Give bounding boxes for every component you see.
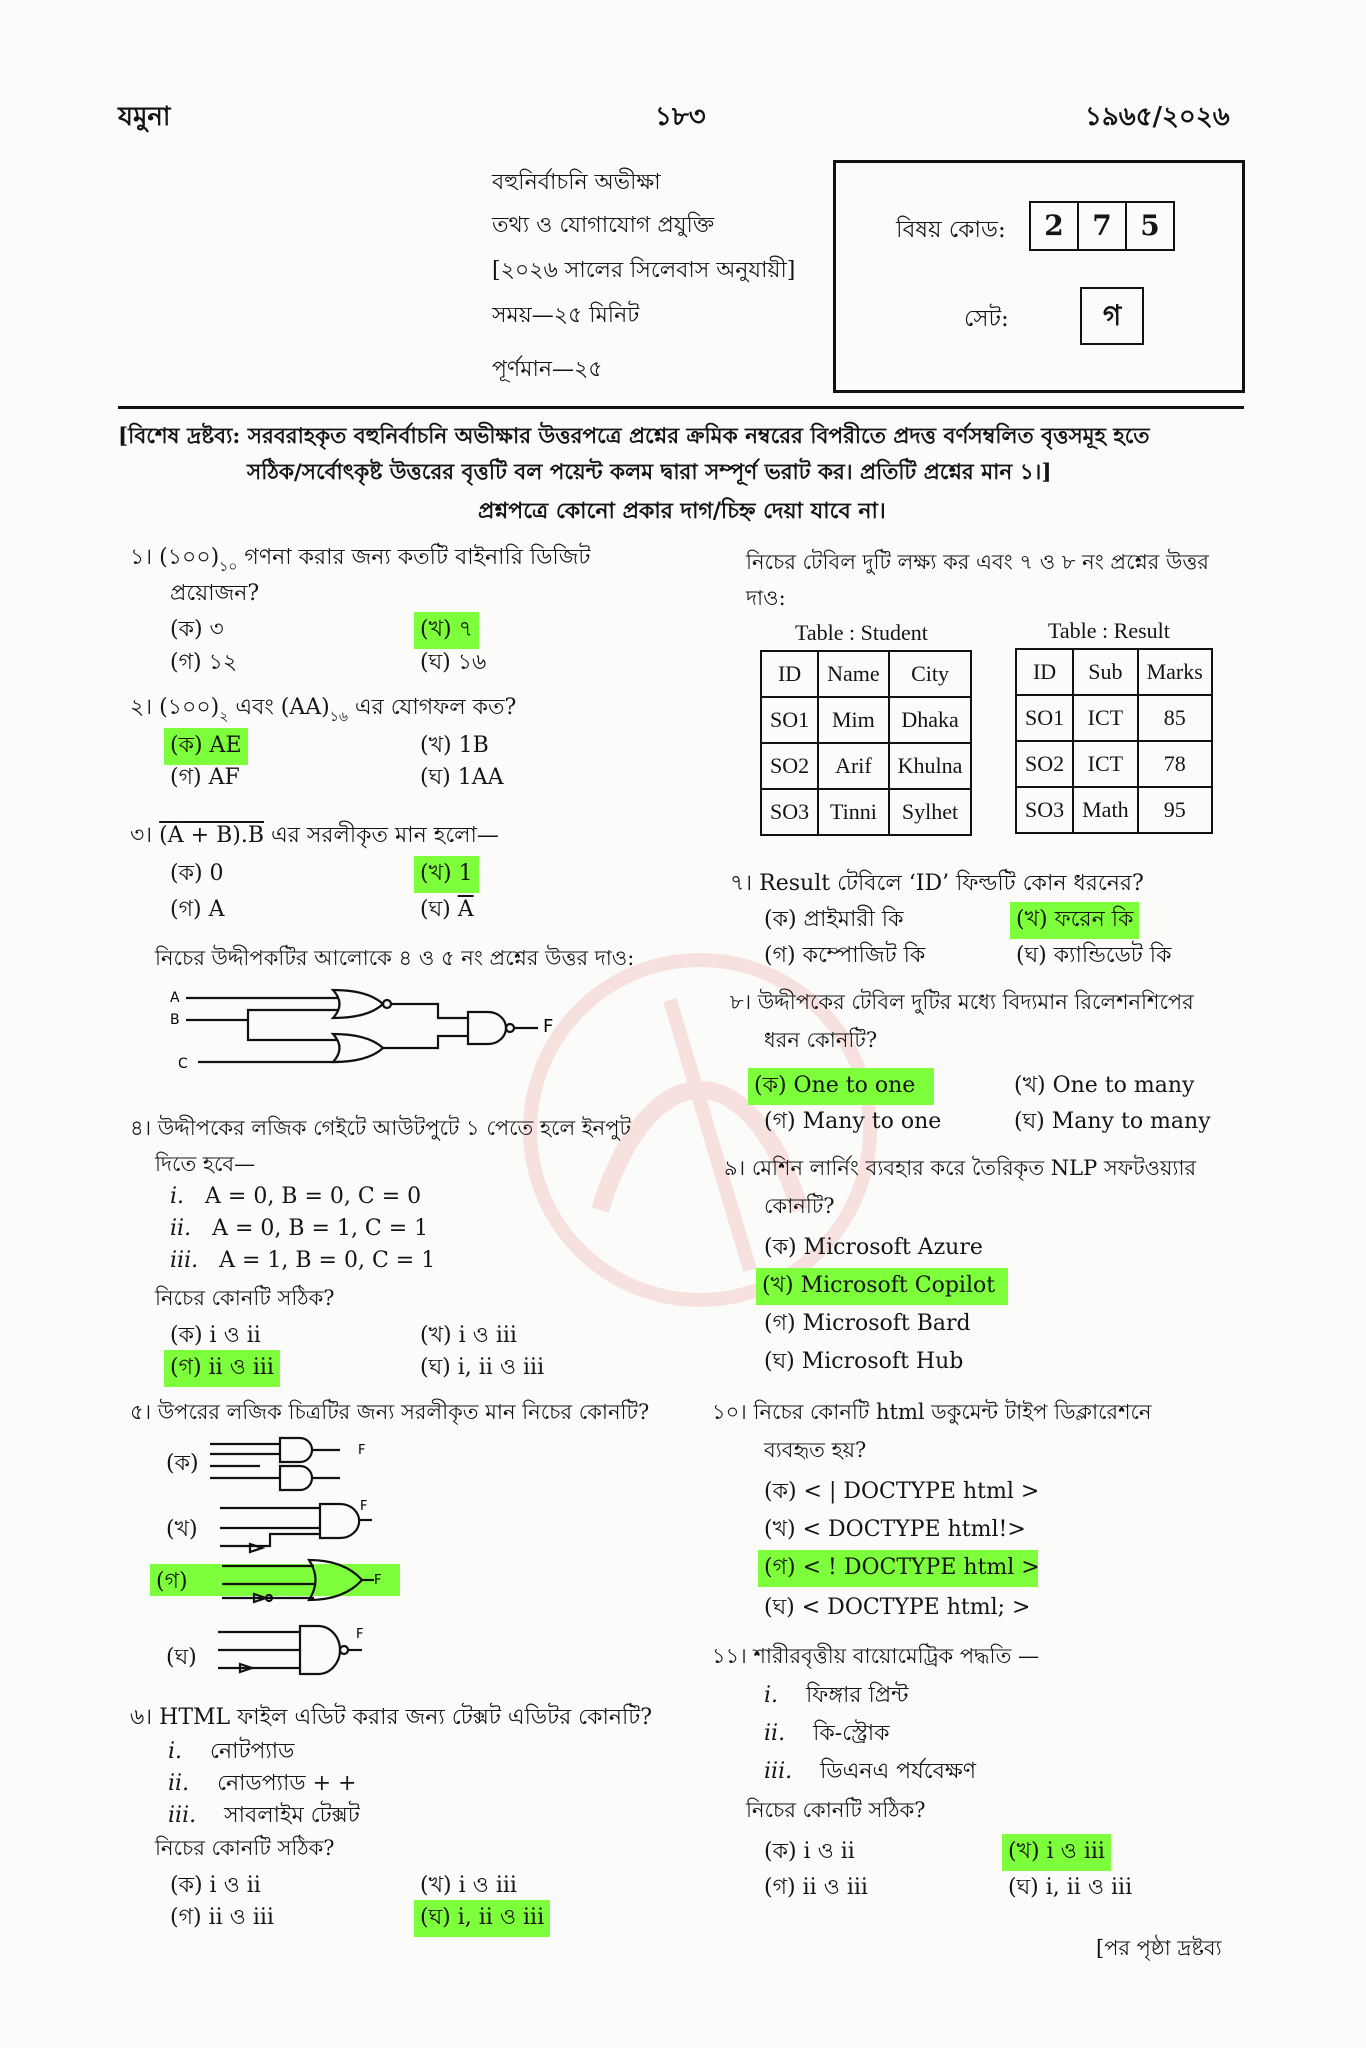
subject-code-box [833,160,1245,393]
circuit-label-b: B [170,1012,180,1028]
table-cell: Dhaka [889,697,972,743]
code-digit: 2 [1029,201,1079,251]
q11-item-1-num: i. [764,1683,779,1708]
q11-item-1 [764,1678,908,1715]
table-cell: Khulna [889,743,972,789]
notice-line-3: প্রশ্নপত্রে কোনো প্রকার দাগ/চিহ্ন দেয়া যাবে না। [478,498,886,524]
q4-stem [130,1112,631,1147]
q4-number: ৪। [130,1116,152,1140]
q2-text-c: এর যোগফল কত? [347,695,517,720]
q4-option-a[interactable]: (ক) i ও ii [170,1323,261,1348]
q1-stem [130,540,590,577]
q10-number: ১০। [712,1400,747,1424]
q11-text: শারীরবৃত্তীয় বায়োমেট্রিক পদ্ধতি — [753,1644,1039,1668]
q6-option-c[interactable]: (গ) ii ও iii [170,1905,274,1930]
table-row [1016,695,1212,741]
q6-item-3-text: সাবলাইম টেক্সট [224,1803,360,1828]
q6-number: ৬। [130,1705,153,1730]
q3-number: ৩। [130,823,153,848]
q2-text: (১০০) [159,695,220,720]
q3-expr-a-bar: A [167,823,184,848]
q8-option-a[interactable]: (ক) One to one [748,1068,934,1105]
code-digit: 7 [1077,201,1127,251]
q5-c-output-label: F [374,1573,382,1588]
q7-option-c[interactable]: (গ) কম্পোজিট কি [764,943,926,968]
q4-stem-cont: দিতে হবে— [155,1152,256,1176]
exam-time: সময়—২৫ মিনিট [492,303,640,328]
stem-7-8-line1: নিচের টেবিল দুটি লক্ষ্য কর এবং ৭ ও ৮ নং প্রশ্নের উত্তর [746,550,1209,574]
q5-option-b[interactable]: (খ) [166,1517,198,1542]
q5-b-output-label: F [360,1499,368,1514]
q3-text: এর সরলীকৃত মান হলো— [264,823,499,848]
q1-number: ১। [130,545,153,570]
result-table-caption: Table : Result [1048,618,1170,643]
q5-option-d[interactable]: (ঘ) [166,1645,197,1670]
table-cell: Math [1073,787,1137,833]
q5-option-c-label: (গ) [156,1569,188,1594]
q6-option-b[interactable]: (খ) i ও iii [420,1873,517,1898]
table-cell: ICT [1073,741,1137,787]
q9-stem-cont: কোনটি? [764,1194,835,1218]
q11-item-3-num: iii. [764,1759,793,1784]
q3-option-c[interactable]: (গ) A [170,897,225,922]
q4-ask: নিচের কোনটি সঠিক? [155,1286,335,1310]
q4-item-3 [170,1248,435,1273]
q4-item-2-text: A = 0, B = 1, C = 1 [212,1216,429,1241]
q10-option-b[interactable]: (খ) < DOCTYPE html!> [764,1517,1026,1542]
circuit-label-f: F [543,1016,554,1037]
q1-option-d[interactable]: (ঘ) ১৬ [420,650,487,675]
q1-text: (১০০) [159,545,220,570]
q2-option-d[interactable]: (ঘ) 1AA [420,765,504,790]
syllabus-note: [২০২৬ সালের সিলেবাস অনুযায়ী] [492,258,796,283]
q11-ask: নিচের কোনটি সঠিক? [746,1798,926,1822]
q2-subscript-a: ২ [219,709,229,725]
table-row [1016,787,1212,833]
table-cell: Mim [818,697,889,743]
q1-subscript: ১০ [219,559,238,575]
table-cell: Sylhet [889,789,972,835]
circuit-label-c: C [178,1056,188,1072]
q6-stem [130,1700,652,1737]
q9-option-c[interactable]: (গ) Microsoft Bard [764,1311,971,1336]
q5-option-c-circuit [214,1554,384,1610]
q5-option-b-circuit [210,1496,380,1556]
q7-text: Result টেবিলে ‘ID’ ফিল্ডটি কোন ধরনের? [759,871,1144,896]
q9-text: মেশিন লার্নিং ব্যবহার করে তৈরিকৃত NLP সফটওয়্যার [751,1156,1197,1180]
q9-option-d[interactable]: (ঘ) Microsoft Hub [764,1349,964,1374]
page-number: ১৮৩ [655,102,706,132]
table-cell: 78 [1138,741,1212,787]
set-value-box [1082,287,1144,345]
result-header-marks: Marks [1138,649,1212,695]
q9-stem [724,1152,1196,1187]
circuit-wires [186,990,538,1062]
q7-number: ৭। [730,871,753,896]
q4-item-1 [170,1184,421,1209]
student-header-id: ID [761,651,818,697]
q3-option-d[interactable] [420,892,474,929]
q10-text: নিচের কোনটি html ডকুমেন্ট টাইপ ডিক্লারেশনে [753,1400,1152,1424]
q3-option-b[interactable]: (খ) 1 [414,856,479,893]
q8-option-b[interactable]: (খ) One to many [1014,1073,1195,1098]
q7-option-b[interactable]: (খ) ফরেন কি [1010,902,1139,939]
result-header-sub: Sub [1073,649,1137,695]
q7-option-d[interactable]: (ঘ) ক্যান্ডিডেট কি [1016,943,1172,968]
header-divider [118,406,1244,409]
table-cell: SO3 [1016,787,1073,833]
table-cell: Arif [818,743,889,789]
q7-stem [730,866,1144,903]
q3-expression [159,823,264,848]
q3-expr-rest: + B).B [183,823,264,848]
q6-item-2-num: ii. [168,1771,190,1796]
table-row [761,789,971,835]
subject-code-label: বিষয় কোড: [896,217,1006,243]
set-value: গ [1080,287,1144,345]
table-cell: 95 [1138,787,1212,833]
q2-stem [130,690,516,727]
q6-item-3 [168,1798,360,1835]
q8-text: উদ্দীপকের টেবিল দুটির মধ্যে বিদ্যমান রিলেশনশিপের [757,990,1194,1014]
q11-option-b[interactable]: (খ) i ও iii [1002,1834,1111,1871]
q4-option-b[interactable]: (খ) i ও iii [420,1323,517,1348]
q11-stem [712,1640,1039,1675]
code-digit: 5 [1125,201,1175,251]
q1-text-rest: গণনা করার জন্য কতটি বাইনারি ডিজিট [237,545,591,570]
q1-option-c[interactable]: (গ) ১২ [170,650,238,675]
q9-option-b[interactable]: (খ) Microsoft Copilot [756,1268,1008,1305]
result-table [1015,648,1213,834]
q5-option-d-circuit [210,1620,380,1684]
board-name: যমুনা [118,102,171,132]
q6-ask: নিচের কোনটি সঠিক? [155,1836,335,1860]
stem-7-8-line2: দাও: [746,586,786,610]
table-cell: ICT [1073,695,1137,741]
table-cell: 85 [1138,695,1212,741]
q6-text: HTML ফাইল এডিট করার জন্য টেক্সট এডিটর কোনটি? [159,1705,653,1730]
q1-option-b[interactable]: (খ) ৭ [414,612,479,649]
table-cell: SO2 [1016,741,1073,787]
q10-option-d[interactable]: (ঘ) < DOCTYPE html; > [764,1595,1031,1620]
q6-item-1-num: i. [168,1739,183,1764]
full-marks: পূর্ণমান—২৫ [492,357,603,382]
q3-stem [130,818,499,855]
table-cell: SO2 [761,743,818,789]
table-row [1016,741,1212,787]
notice-line-2: সঠিক/সর্বোৎকৃষ্ট উত্তরের বৃত্তটি বল পয়েন্ট কলম দ্বারা সম্পূর্ণ ভরাট কর। প্রতিটি প্রশ্নের মান ১।] [247,460,1052,485]
table-cell: SO1 [1016,695,1073,741]
q11-item-2-text: কি-স্ট্রোক [813,1721,890,1746]
q4-text: উদ্দীপকের লজিক গেইটে আউটপুটে ১ পেতে হলে ইনপুট [157,1116,631,1140]
student-header-name: Name [818,651,889,697]
q4-item-1-text: A = 0, B = 0, C = 0 [205,1184,422,1209]
q8-number: ৮। [730,990,752,1014]
stem-4-5: নিচের উদ্দীপকটির আলোকে ৪ ও ৫ নং প্রশ্নের উত্তর দাও: [155,946,635,970]
student-table-caption: Table : Student [795,620,928,645]
q2-number: ২। [130,695,153,720]
q11-item-3 [764,1754,976,1791]
q6-option-a[interactable]: (ক) i ও ii [170,1873,261,1898]
q11-option-d[interactable]: (ঘ) i, ii ও iii [1008,1875,1133,1900]
q6-item-2-text: নোডপ্যাড + + [217,1771,357,1796]
table-row [761,697,971,743]
table-cell: SO1 [761,697,818,743]
q11-number: ১১। [712,1644,747,1668]
exam-type: বহুনির্বাচনি অভীক্ষা [492,170,661,195]
q8-option-d[interactable]: (ঘ) Many to many [1014,1109,1211,1134]
table-cell: Tinni [818,789,889,835]
subject-code-digits [1031,201,1175,251]
student-header-city: City [889,651,972,697]
q4-item-3-text: A = 1, B = 0, C = 1 [219,1248,436,1273]
q5-a-output-label: F [358,1443,366,1458]
q4-item-2-num: ii. [170,1216,192,1241]
q10-option-c[interactable]: (গ) < ! DOCTYPE html > [758,1550,1038,1587]
q11-item-1-text: ফিঙ্গার প্রিন্ট [806,1683,909,1708]
q11-item-2 [764,1716,890,1753]
notice-line-1: [বিশেষ দ্রষ্টব্য: সরবরাহকৃত বহুনির্বাচনি অভীক্ষার উত্তরপত্রে প্রশ্নের ক্রমিক নম্বরের বিপরীতে প্রদত্ত বর্ণসম্বলিত বৃত্তসমূহ হতে [118,424,1150,449]
q5-option-a-circuit [210,1434,380,1494]
student-table [760,650,972,836]
q7-option-a[interactable]: (ক) প্রাইমারী কি [764,907,904,932]
q10-stem-cont: ব্যবহৃত হয়? [764,1438,867,1462]
q3-option-d-value: $\overline{A}$ [457,897,474,922]
q10-stem [712,1396,1151,1431]
table-row [761,743,971,789]
logic-circuit-diagram [168,990,588,1100]
q11-item-3-text: ডিএনএ পর্যবেক্ষণ [820,1759,976,1784]
q8-stem-cont: ধরন কোনটি? [764,1028,878,1052]
q10-option-a[interactable]: (ক) < | DOCTYPE html > [764,1479,1040,1504]
q6-item-1-text: নোটপ্যাড [210,1739,295,1764]
q6-option-d[interactable]: (ঘ) i, ii ও iii [414,1900,550,1937]
q11-item-2-num: ii. [764,1721,786,1746]
q2-option-a[interactable]: (ক) AE [164,728,248,765]
subject-name: তথ্য ও যোগাযোগ প্রযুক্তি [492,213,715,238]
q3-option-d-label: (ঘ) [420,897,458,922]
q11-option-a[interactable]: (ক) i ও ii [764,1839,855,1864]
q9-number: ৯। [724,1156,746,1180]
q11-option-c[interactable]: (গ) ii ও iii [764,1875,868,1900]
q5-stem [130,1396,649,1431]
table-cell: SO3 [761,789,818,835]
q5-d-output-label: F [356,1627,364,1642]
exam-code: ১৯৬৫/২০২৬ [1085,102,1230,132]
q4-item-1-num: i. [170,1184,185,1209]
q5-number: ৫। [130,1400,152,1424]
q4-option-d[interactable]: (ঘ) i, ii ও iii [420,1355,545,1380]
q4-option-c[interactable]: (গ) ii ও iii [164,1350,280,1387]
q8-option-c[interactable]: (গ) Many to one [764,1109,942,1134]
q1-option-a[interactable]: (ক) ৩ [170,617,224,642]
q2-text-b: এবং (AA) [228,695,330,720]
q5-option-a[interactable]: (ক) [166,1451,199,1476]
q8-stem [730,986,1194,1021]
q1-stem-cont: প্রয়োজন? [170,581,260,606]
q2-subscript-b: ১৬ [329,709,348,725]
circuit-label-a: A [170,990,180,1006]
q2-option-b[interactable]: (খ) 1B [420,733,489,758]
q2-option-c[interactable]: (গ) AF [170,765,240,790]
q4-item-3-num: iii. [170,1248,199,1273]
q5-text: উপরের লজিক চিত্রটির জন্য সরলীকৃত মান নিচের কোনটি? [157,1400,650,1424]
next-page-note: [পর পৃষ্ঠা দ্রষ্টব্য [1096,1936,1222,1960]
result-header-id: ID [1016,649,1073,695]
q4-item-2 [170,1216,428,1241]
q6-item-3-num: iii. [168,1803,197,1828]
q3-expr-open: ( [159,823,168,848]
set-label: সেট: [964,306,1009,332]
q3-option-a[interactable]: (ক) 0 [170,861,224,886]
q9-option-a[interactable]: (ক) Microsoft Azure [764,1235,983,1260]
